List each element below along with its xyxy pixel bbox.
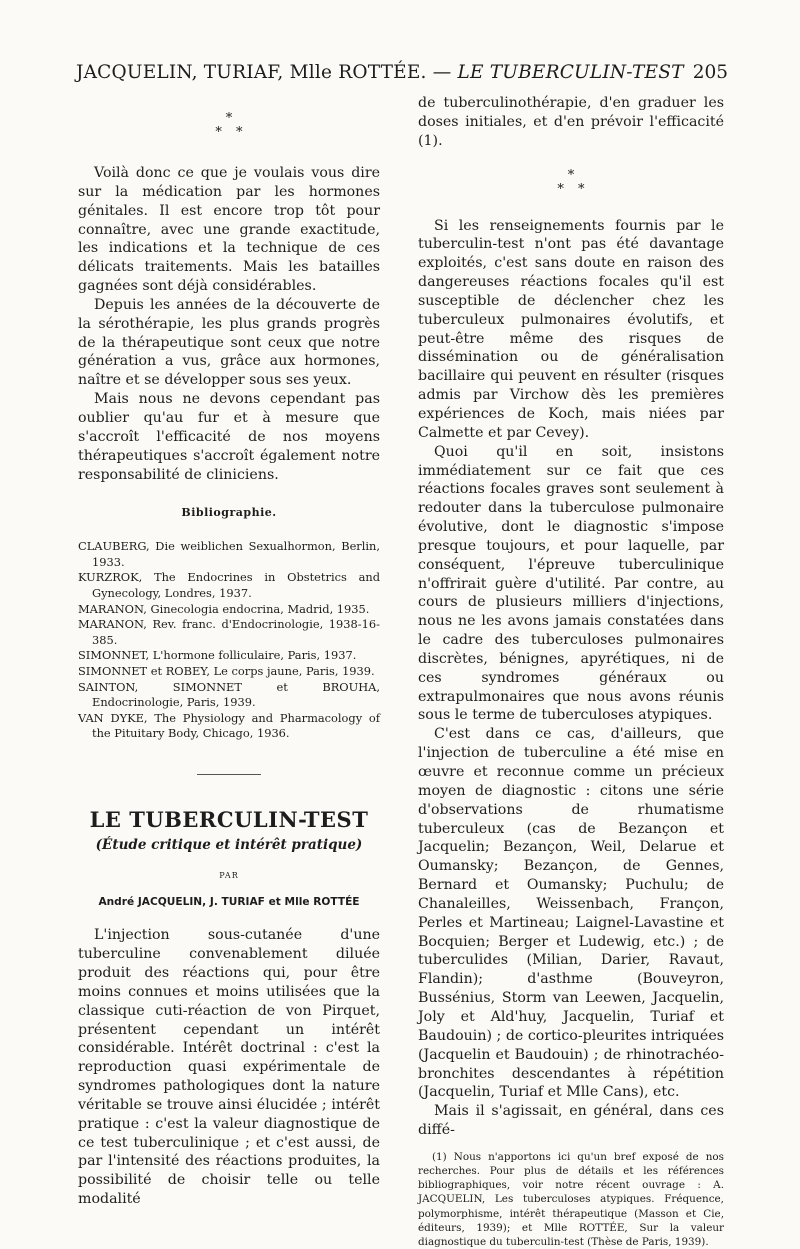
bibliography-entry: MARANON, Ginecologia endocrina, Madrid, 1935. xyxy=(78,601,370,616)
section-divider xyxy=(197,774,261,775)
byline-par: PAR xyxy=(219,870,239,880)
section-separator xyxy=(418,169,724,197)
running-title-suffix: — LE TUBERCULIN-TEST xyxy=(426,62,684,83)
bibliography-entry: VAN DYKE, The Physiology and Pharmacology of the Pituitary Body, Chicago, 1936. xyxy=(78,710,380,741)
footnote-text: (1) Nous n'apportons ici qu'un bref exposé de nos recherches. Pour plus de détails et les références bibliographiques, voir notre récent ouvrage : A. JACQUELIN, Les tuberculoses atypiques. Fréquence, polymorphisme, intérêt thérapeutique (Masson et Cie, éditeurs, 1939); et Mlle ROTTÉE, Sur la valeur diagnostique du tuberculin-test (Thèse de Paris, 1939). xyxy=(418,1150,724,1249)
footnote xyxy=(418,1150,724,1249)
paragraph: Depuis les années de la découverte de la sérothérapie, les plus grands progrès de la thérapeutique sont ceux que notre génération a vus, grâce aux hormones, naître et se développer sous ses yeux. xyxy=(78,296,380,389)
bibliography-entry: SIMONNET, L'hormone folliculaire, Paris, 1937. xyxy=(78,648,357,663)
article-intro: L'injection sous-cutanée d'une tuberculine convenablement diluée produit des réactions qui, pour être moins connues et moins utilisées que la classique cuti-réaction de von Pirquet, présentent cependant un intérêt considérable. Intérêt doctrinal : c'est la reproduction quasi expérimentale de syndromes pathologiques dont la nature véritable se trouve ainsi élucidée ; intérêt pratique : c'est la valeur diagnostique de ce test tuberculinique ; et c'est aussi, de par l'intensité des réactions produites, la possibilité de choisir telle ou telle modalité xyxy=(78,927,380,1208)
paragraph: C'est dans ce cas, d'ailleurs, que l'injection de tuberculine a été mise en œuvre et reconnue comme un précieux moyen de diagnostic : citons une série d'observations de rhumatisme tuberculeux (cas de Bezançon et Jacquelin; Bezançon, Weil, Delarue et Oumansky; Bezançon, de Gennes, Bernard et Oumansky; Puchulu; de Chanaleilles, Weissenbach, Françon, Perles et Martineau; Laignel-Lavastine et Bocquien; Berger et Ludewig, etc.) ; de tuberculides (Milian, Darier, Ravaut, Flandin); d'asthme (Bouveyron, Bussénius, Storm van Leewen, Jacquelin, Joly et Ald'huy, Jacquelin, Turiaf et Baudouin) ; de cortico-pleurites intriquées (Jacquelin et Baudouin) ; de rhinotrachéo-bronchites descendantes à répétition (Jacquelin, Turiaf et Mlle Cans), etc. xyxy=(418,726,724,1101)
bibliography-entry: CLAUBERG, Die weiblichen Sexualhormon, Berlin, 1933. xyxy=(78,539,380,569)
running-header xyxy=(76,62,728,90)
separator-stars-bottom: * * xyxy=(215,125,248,140)
section-separator xyxy=(78,112,380,140)
separator-star-top: * xyxy=(225,111,233,126)
paragraph: Mais il s'agissait, en général, dans ces diffé- xyxy=(418,1103,724,1139)
right-column xyxy=(418,94,724,1249)
continuation-paragraph: de tuberculinothérapie, d'en graduer les doses initiales, et d'en prévoir l'efficacité (1). xyxy=(418,95,724,149)
separator-star-top: * xyxy=(567,167,575,183)
bibliography-entry: MARANON, Rev. franc. d'Endocrinologie, 1938-16-385. xyxy=(78,617,380,647)
paragraph: Quoi qu'il en soit, insistons immédiatement sur ce fait que ces réactions focales graves sont seulement à redouter dans la tuberculose pulmonaire évolutive, dont le diagnostic s'impose presque toujours, et pour laquelle, par conséquent, l'épreuve tuberculinique n'offrirait guère d'utilité. Par contre, au cours de plusieurs milliers d'injections, nous ne les avons jamais constatées dans le cadre des tuberculoses pulmonaires discrètes, bénignes, apyrétiques, ni de ces syndromes généraux ou extrapulmonaires que nous avons réunis sous le terme de tuberculoses atypiques. xyxy=(418,443,724,724)
bibliography-entry: KURZROK, The Endocrines in Obstetrics and Gynecology, Londres, 1937. xyxy=(78,570,380,600)
bibliography-entry: SIMONNET et ROBEY, Le corps jaune, Paris, 1939. xyxy=(78,663,375,678)
paragraph: Si les renseignements fournis par le tuberculin-test n'ont pas été davantage exploités, c'est sans doute en raison des dangereuses réactions focales qu'il est susceptible de déclencher chez les tuberculeux pulmonaires évolutifs, et peut-être même des risques de dissémination ou de généralisation bacillaire qui peuvent en résulter (risques admis par Virchow dès les premières expériences de Koch, mais niées par Calmette et par Cevey). xyxy=(418,217,724,441)
bibliography-list xyxy=(78,539,380,742)
article-authors: André JACQUELIN, J. TURIAF et Mlle ROTTÉE xyxy=(98,896,360,909)
running-title: JACQUELIN, TURIAF, Mlle ROTTÉE. — LE TUBERCULIN-TEST xyxy=(76,62,684,83)
bibliography-entry: SAINTON, SIMONNET et BROUHA, Endocrinologie, Paris, 1939. xyxy=(78,679,380,710)
article-subtitle: (Étude critique et intérêt pratique) xyxy=(95,836,363,853)
bibliography-heading: Bibliographie. xyxy=(181,506,277,520)
article-title: LE TUBERCULIN-TEST xyxy=(89,806,369,832)
separator-stars-bottom: * * xyxy=(557,181,590,197)
page-number: 205 xyxy=(692,62,728,83)
paragraph: Mais nous ne devons cependant pas oublier qu'au fur et à mesure que s'accroît l'efficacité de nos moyens thérapeutiques s'accroît également notre responsabilité de cliniciens. xyxy=(78,391,380,483)
paragraph: Voilà donc ce que je voulais vous dire sur la médication par les hormones génitales. Il est encore trop tôt pour connaître, avec une grande exactitude, les indications et la technique de ces délicats traitements. Mais les batailles gagnées sont déjà considérables. xyxy=(78,165,380,295)
left-column xyxy=(78,94,380,1209)
